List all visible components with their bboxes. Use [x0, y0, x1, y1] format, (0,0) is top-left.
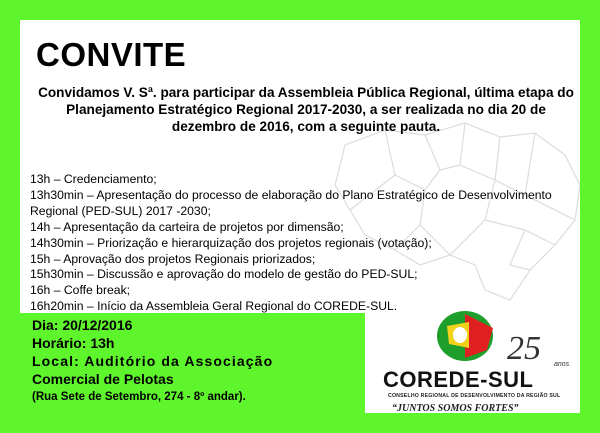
agenda-item: 14h – Apresentação da carteira de projetos por dimensão;: [30, 219, 344, 234]
brand-subtitle: CONSELHO REGIONAL DE DESENVOLVIMENTO DA REGIÃO SUL: [388, 393, 561, 399]
page-title: CONVITE: [36, 36, 187, 73]
invitation-intro: Convidamos V. Sª. para participar da Assembleia Pública Regional, última etapa do Planejamento Estratégico Regional 2017-2030, a ser realizada no dia 20 de dezembro de 2016, com a seguinte pauta.: [38, 85, 574, 134]
event-info-box: [20, 313, 365, 425]
agenda-item: 15h30min – Discussão e aprovação do modelo de gestão do PED-SUL;: [30, 267, 418, 282]
corede-emblem-icon: [435, 304, 505, 364]
agenda-item: 16h – Coffe break;: [30, 283, 131, 298]
agenda-item: 13h30min – Apresentação do processo de elaboração do Plano Estratégico de Desenvolvimento Regional (PED-SUL) 2017 -2030;: [30, 187, 552, 218]
event-place-name: Comercial de Pelotas: [32, 371, 174, 387]
event-time: Horário: 13h: [32, 335, 115, 351]
agenda-item: 14h30min – Priorização e hierarquização dos projetos regionais (votação);: [30, 235, 432, 250]
event-date: Dia: 20/12/2016: [32, 317, 133, 333]
brand-slogan: “JUNTOS SOMOS FORTES”: [392, 403, 519, 414]
anniversary-unit: anos: [554, 361, 570, 368]
brand-name: COREDE-SUL: [383, 367, 534, 392]
agenda-item: 13h – Credenciamento;: [30, 172, 157, 186]
event-place: Local: Auditório da Associação: [32, 353, 274, 369]
agenda-item: 16h20min – Início da Assembleia Geral Regional do COREDE-SUL.: [30, 299, 398, 314]
agenda-item: 15h – Aprovação dos projetos Regionais priorizados;: [30, 251, 316, 266]
anniversary-number: 25: [507, 330, 541, 367]
agenda-list: [30, 172, 578, 315]
event-address: (Rua Sete de Setembro, 274 - 8º andar).: [32, 391, 246, 403]
corede-sul-logo: [380, 300, 590, 420]
